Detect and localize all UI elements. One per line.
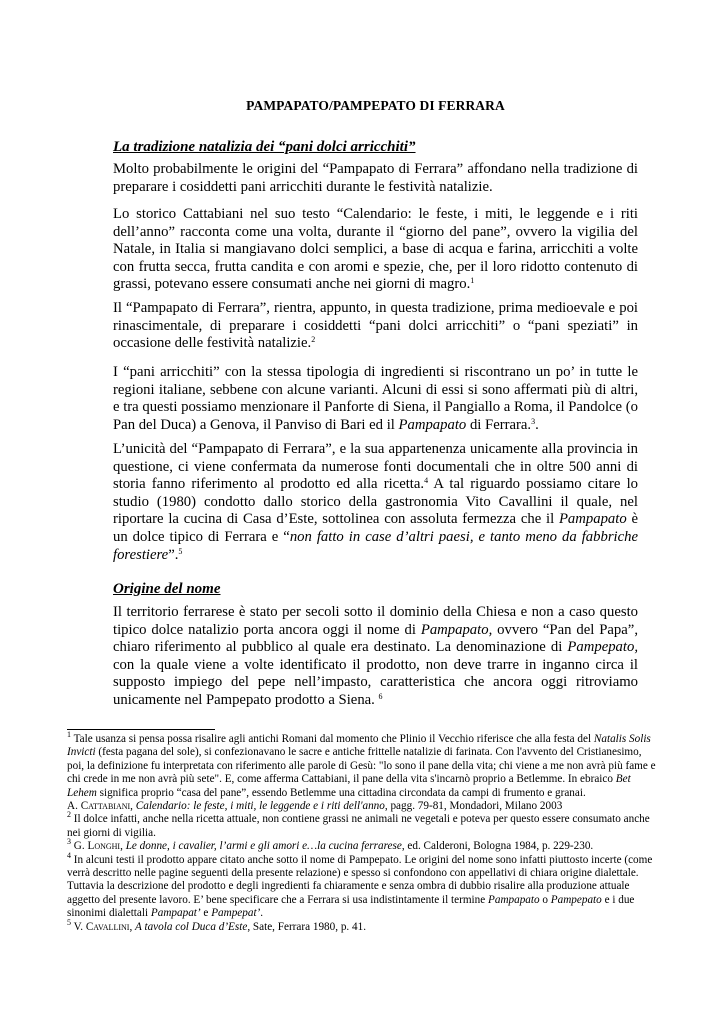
footnote-ref-4[interactable]: 4 <box>424 476 429 486</box>
footnote-5 <box>67 917 659 934</box>
paragraph-5 <box>113 441 638 564</box>
paragraph-4-text-a: I “pani arricchiti” con la stessa tipologia di ingredienti si riscontrano un po’ in tutte le regioni italiane, sebbene con alcune varianti. Alcuni di essi si sono affermati più di altri, e tra questi possiamo menzionare il Panforte di Siena, il Pangiallo a Roma, il Pandolce (o Pan del Duca) a Genova, il Panviso di Bari ed il <box>113 364 638 433</box>
footnote-1-citation <box>67 800 659 813</box>
footnote-5-sep: , <box>129 920 136 933</box>
footnote-5-author: Cavallini <box>85 920 130 933</box>
paragraph-5-text-b: A tal riguardo possiamo citare lo studio (1980) condotto dallo storico della gastronomia Vito Cavallini il quale, nel riportare la cucina di Casa d’Este, sottolinea con assoluta fermezza che il <box>113 476 638 528</box>
paragraph-5-emphasis-2: non fatto in case d’altri paesi, e tanto meno da fabbriche forestiere <box>113 528 638 563</box>
footnote-5-title: A tavola col Duca d’Este <box>135 920 248 933</box>
paragraph-2-text: Lo storico Cattabiani nel suo testo “Calendario: le feste, i miti, le leggende e i riti dell’anno” racconta come una volta, durante il “giorno del pane”, ovvero la vigilia del Natale, in Italia si mangiavano dolci semplici, a base di acqua e farina, arricchiti a volte con frutta secca, frutta candita e con aromi e spezie, che, per il loro ridotto contenuto di grassi, potevano essere consumati anche nei giorni di magro. <box>113 206 638 293</box>
footnote-1-emphasis-2: Bet Lehem <box>67 773 631 799</box>
paragraph-6-text-c: con la quale viene a volte identificato il prodotto, non deve trarre in inganno circa il supposto impiego del pepe nell’impasto, caratteristica che ancora oggi ritroviamo unicamente nel Pampepato prodotto a Siena. <box>113 656 638 708</box>
footnote-3-initial: G. <box>71 840 88 853</box>
footnote-3-title: Le donne, i cavalier, l’armi e gli amori e…la cucina ferrarese <box>125 840 402 853</box>
paragraph-6-emphasis-2: Pampepato, <box>567 639 638 656</box>
footnote-ref-6[interactable]: 6 <box>378 691 383 701</box>
footnote-4-emphasis-1: Pampapato <box>488 893 540 906</box>
paragraph-5-text-a: L’unicità del “Pampapato di Ferrara”, e la sua appartenenza unicamente alla provincia in questione, ci viene confermata da numerose fonti documentali che in oltre 500 anni di storia fanno riferimento al prodotto ed alla ricetta. <box>113 441 638 493</box>
footnote-4-emphasis-4: Pampepat’ <box>211 907 261 920</box>
footnote-4-emphasis-2: Pampepato <box>550 893 602 906</box>
paragraph-6 <box>113 604 638 710</box>
paragraph-4-end: . <box>535 416 539 433</box>
footnote-1-citation-rest: , pagg. 79-81, Mondadori, Milano 2003 <box>384 800 563 813</box>
paragraph-3-text: Il “Pampapato di Ferrara”, rientra, appunto, in questa tradizione, prima medioevale e poi rinascimentale, di preparare i cosiddetti “pani dolci arricchiti” o “pani speziati” in occasione delle festività natalizie. <box>113 300 638 352</box>
footnote-1-text-b: (festa pagana del sole), si confezionavano le sacre e antiche frittelle natalizie di farinata. Con l'avvento del Cristianesimo, poi, la definizione fu interpretata con riferimento alle parole di Gesù: "lo sono il pane della vita; chi viene a me non avrà più fame e chi crede in me non avrà più sete". E, come afferma Cattabiani, il pane della vita s'incarnò proprio a Betlemme. In ebraico <box>67 746 656 786</box>
footnote-5-number: 5 <box>67 917 71 927</box>
paragraph-3 <box>113 300 638 353</box>
paragraph-5-text-d: ”. <box>168 546 179 563</box>
paragraph-5-emphasis-1: Pampapato <box>558 511 627 528</box>
footnote-1-citation-sep: , <box>130 800 136 813</box>
paragraph-4 <box>113 364 638 434</box>
footnote-4-text-b: o <box>539 893 551 906</box>
footnotes <box>67 730 659 934</box>
footnote-3-author: Longhi, <box>87 840 123 853</box>
footnote-1-citation-title: Calendario: le feste, i miti, le leggende e i riti dell'anno <box>135 800 385 813</box>
footnote-1-text-c: significa proprio “casa del pane”, essendo Betlemme una cittadina circondata da campi di frumento e granai. <box>96 786 586 799</box>
footnote-2-text: Il dolce infatti, anche nella ricetta attuale, non contiene grassi ne animali ne vegetali e poteva per questo essere consumato anche nei giorni di vigilia. <box>67 813 650 839</box>
paragraph-6-text-a: Il territorio ferrarese è stato per secoli sotto il dominio della Chiesa e non a caso questo tipico dolce natalizio porta ancora oggi il nome di <box>113 604 638 638</box>
footnote-3 <box>67 837 659 853</box>
paragraph-1-text: Molto probabilmente le origini del “Pampapato di Ferrara” affondano nella tradizione di preparare i cosiddetti pani arricchiti durante le festività natalizie. <box>113 161 638 195</box>
footnote-4-text-d: e <box>200 907 212 920</box>
footnote-1-citation-author: Cattabiani <box>80 800 131 813</box>
footnote-separator <box>67 729 215 730</box>
footnote-4-text-c: e i due sinonimi dialettali <box>67 893 635 920</box>
footnote-5-initial: V. <box>71 920 86 933</box>
footnote-3-number: 3 <box>67 837 71 847</box>
footnote-2 <box>67 810 659 840</box>
footnote-4 <box>67 850 659 921</box>
paragraph-4-text-b: di Ferrara. <box>466 416 532 433</box>
footnote-5-rest: , Sate, Ferrara 1980, p. 41. <box>247 920 366 933</box>
section-heading-name-origin: Origine del nome <box>113 581 221 597</box>
paragraph-2 <box>113 206 638 294</box>
paragraph-6-emphasis-1: Pampapato, <box>420 621 493 638</box>
footnote-1-text-a: Tale usanza si pensa possa risalire agli antichi Romani dal momento che Plinio il Vecchio riferisce che alla festa del <box>71 733 594 745</box>
paragraph-1 <box>113 161 638 196</box>
footnote-ref-3[interactable]: 3 <box>531 416 536 426</box>
footnote-ref-2[interactable]: 2 <box>311 335 316 345</box>
footnote-4-number: 4 <box>67 850 71 860</box>
footnote-4-text-e: . <box>260 907 264 920</box>
footnote-1 <box>67 730 659 800</box>
paragraph-5-text-c: è un dolce tipico di Ferrara e “ <box>113 511 638 545</box>
footnote-3-rest: , ed. Calderoni, Bologna 1984, p. 229-230. <box>401 840 594 853</box>
footnote-1-emphasis-1: Natalis Solis Invicti <box>67 733 651 759</box>
footnote-ref-5[interactable]: 5 <box>178 546 183 556</box>
footnote-4-emphasis-3: Pampapat’ <box>150 907 201 920</box>
footnote-1-citation-initial: A. <box>67 800 81 813</box>
section-heading-tradition: La tradizione natalizia dei “pani dolci arricchiti” <box>113 139 416 155</box>
paragraph-4-emphasis: Pampapato <box>398 416 467 433</box>
paragraph-6-text-b: ovvero “Pan del Papa”, chiaro riferimento al pubblico al quale era destinato. La denominazione di <box>113 621 638 656</box>
footnote-2-number: 2 <box>67 810 71 820</box>
footnote-ref-1[interactable]: 1 <box>470 276 475 286</box>
document-title: PAMPAPATO/PAMPEPATO DI FERRARA <box>246 98 505 113</box>
footnote-4-text-a: In alcuni testi il prodotto appare citato anche sotto il nome di Pampepato. Le origini del nome sono infatti piuttosto incerte (come verrà descritto nelle pagine seguenti della presente relazione) e spesso si confondono con appellativi di chiara origine dialettale. Tuttavia la descrizione del prodotto e degli ingredienti fa chiaramente e senza ombra di dubbio risalire alla produzione attuale aggetto del presente lavoro. E’ bene specificare che a Ferrara si usa indistintamente il termine <box>67 853 653 906</box>
footnote-1-number: 1 <box>67 730 71 739</box>
